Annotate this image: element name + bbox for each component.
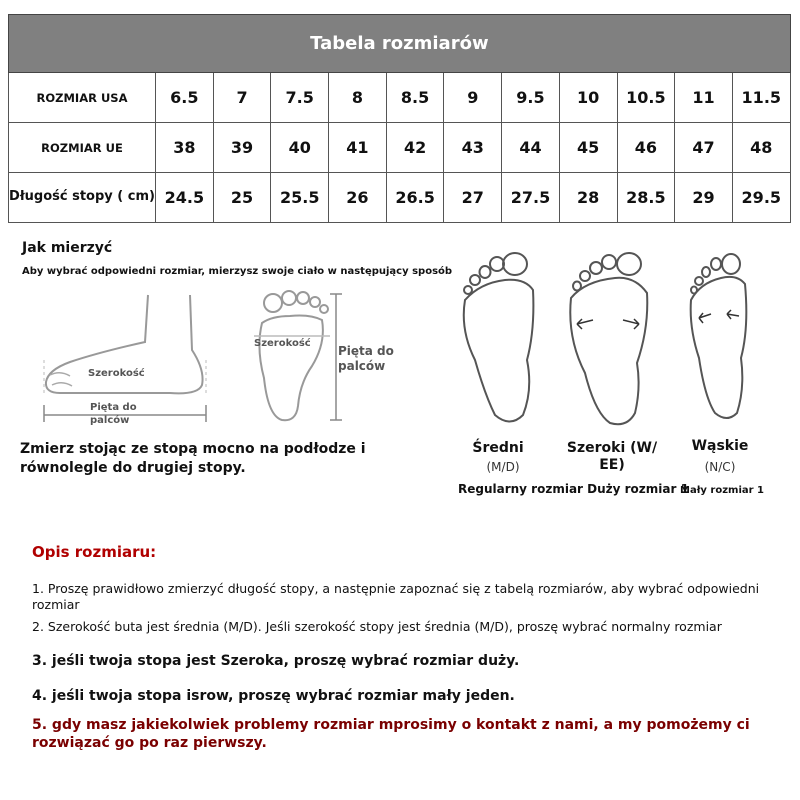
- table-cell: 46: [617, 123, 675, 173]
- table-cell: 24.5: [156, 173, 214, 223]
- table-row: [9, 123, 791, 173]
- table-cell: 28: [559, 173, 617, 223]
- foot-narrow-code: (N/C): [704, 460, 736, 474]
- table-cell: 28.5: [617, 173, 675, 223]
- row-label-eu: ROZMIAR UE: [9, 123, 156, 173]
- foot-wide-note-wrap: [458, 482, 698, 496]
- sole-width-label: Szerokość: [254, 338, 311, 349]
- row-label-foot-length: Długość stopy ( cm): [9, 173, 156, 223]
- table-cell: 45: [559, 123, 617, 173]
- table-cell: 25.5: [271, 173, 329, 223]
- table-cell: 9.5: [502, 73, 560, 123]
- table-cell: 48: [732, 123, 790, 173]
- table-cell: 41: [329, 123, 387, 173]
- table-cell: 40: [271, 123, 329, 173]
- table-cell: 7: [213, 73, 271, 123]
- foot-medium-illustration: [455, 250, 545, 430]
- foot-medium-code: (M/D): [486, 460, 520, 474]
- measure-instruction: Zmierz stojąc ze stopą mocno na podłodze i równolegle do drugiej stopy.: [20, 441, 366, 476]
- table-cell: 8.5: [386, 73, 444, 123]
- sole-foot-illustration: [250, 288, 350, 428]
- table-title: Tabela rozmiarów: [9, 15, 791, 73]
- foot-wide-note: Duży rozmiar 1: [587, 482, 689, 496]
- table-cell: 8: [329, 73, 387, 123]
- table-cell: 26.5: [386, 173, 444, 223]
- how-to-measure-title: Jak mierzyć: [22, 240, 113, 256]
- table-cell: 42: [386, 123, 444, 173]
- foot-medium-note: Regularny rozmiar: [458, 482, 583, 496]
- table-title-row: [9, 15, 791, 73]
- table-cell: 27.5: [502, 173, 560, 223]
- table-row: [9, 173, 791, 223]
- description-title: Opis rozmiaru:: [32, 543, 157, 561]
- table-cell: 25: [213, 173, 271, 223]
- foot-narrow-note: Mały rozmiar 1: [680, 485, 764, 496]
- description-item: 2. Szerokość buta jest średnia (M/D). Jeśli szerokość stopy jest średnia (M/D), proszę wybrać normalny rozmiar: [32, 619, 722, 634]
- side-width-label: Szerokość: [88, 368, 145, 379]
- foot-narrow-label: Wąskie: [691, 438, 749, 454]
- table-cell: 10: [559, 73, 617, 123]
- table-cell: 6.5: [156, 73, 214, 123]
- table-cell: 7.5: [271, 73, 329, 123]
- table-cell: 39: [213, 123, 271, 173]
- table-cell: 11: [675, 73, 733, 123]
- foot-narrow-illustration: [685, 248, 755, 423]
- table-cell: 29: [675, 173, 733, 223]
- table-row: [9, 73, 791, 123]
- table-cell: 47: [675, 123, 733, 173]
- table-cell: 29.5: [732, 173, 790, 223]
- table-cell: 10.5: [617, 73, 675, 123]
- table-cell: 11.5: [732, 73, 790, 123]
- description-item: 4. jeśli twoja stopa isrow, proszę wybrać rozmiar mały jeden.: [32, 688, 515, 704]
- foot-wide-label: Szeroki (W/ EE): [566, 440, 658, 473]
- table-cell: 9: [444, 73, 502, 123]
- description-item: 1. Proszę prawidłowo zmierzyć długość stopy, a następnie zapoznać się z tabelą rozmiarów, aby wybrać odpowiedni rozmiar: [32, 581, 760, 613]
- table-cell: 43: [444, 123, 502, 173]
- description-item: 3. jeśli twoja stopa jest Szeroka, proszę wybrać rozmiar duży.: [32, 653, 520, 669]
- table-cell: 38: [156, 123, 214, 173]
- table-cell: 26: [329, 173, 387, 223]
- description-item: 5. gdy masz jakiekolwiek problemy rozmiar mprosimy o kontakt z nami, a my pomożemy ci rozwiązać go po raz pierwszy.: [32, 717, 750, 752]
- size-table: [8, 14, 791, 223]
- foot-wide-illustration: [565, 248, 655, 433]
- side-heel-label: Pięta do palców: [90, 402, 137, 426]
- row-label-us: ROZMIAR USA: [9, 73, 156, 123]
- foot-medium-label: Średni: [472, 440, 524, 456]
- sole-heel-label: Pięta do palców: [338, 344, 394, 373]
- table-cell: 44: [502, 123, 560, 173]
- how-to-measure-subtitle: Aby wybrać odpowiedni rozmiar, mierzysz swoje ciało w następujący sposób: [22, 266, 453, 277]
- table-cell: 27: [444, 173, 502, 223]
